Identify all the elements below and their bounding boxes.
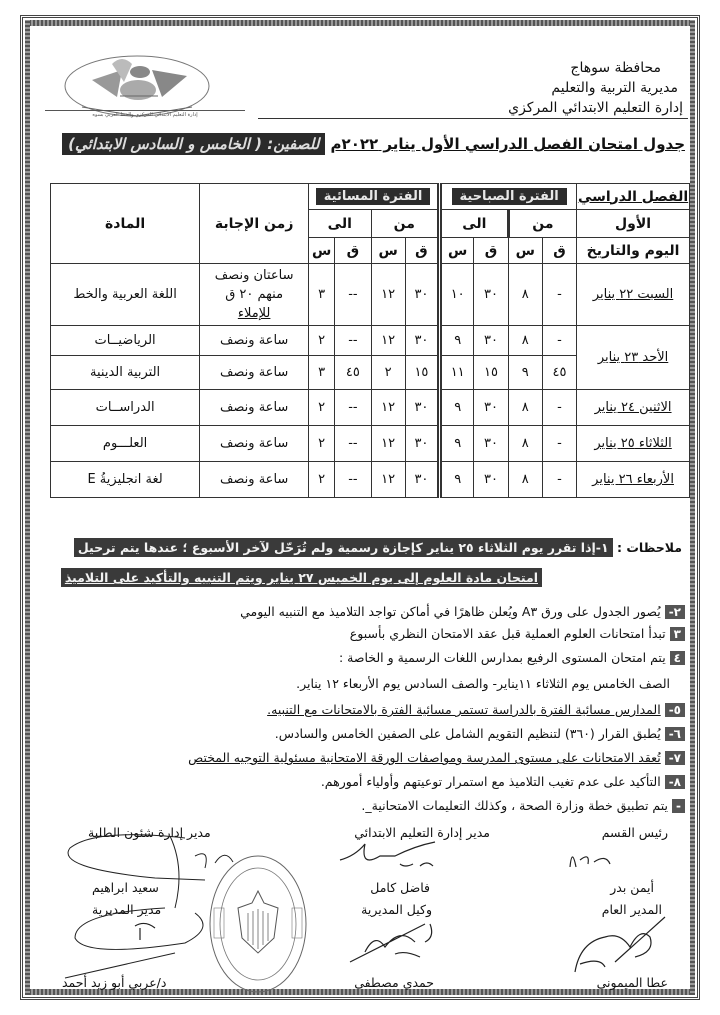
title-grades-prefix: للصفين: — [267, 135, 320, 153]
dept-head-signature — [560, 842, 620, 872]
primary-mgr-title: مدير إدارة التعليم الابتدائي — [354, 825, 490, 840]
evening-from-min: ٣٠ — [405, 326, 439, 356]
row-day: الأحد ٢٣ يناير — [577, 326, 690, 390]
evening-to-hour: ٢ — [309, 426, 335, 462]
table-row — [51, 390, 690, 426]
dept-head-name: أيمن بدر — [610, 880, 654, 895]
note-number: ٨- — [665, 775, 685, 789]
header-hour: س — [440, 238, 474, 264]
morning-to-hour: ١٠ — [440, 264, 474, 326]
administration: إدارة التعليم الابتدائي المركزي — [508, 100, 683, 116]
evening-to-min: -- — [335, 426, 371, 462]
header-semester-2: الأول — [577, 210, 690, 238]
evening-to-min: -- — [335, 462, 371, 498]
morning-to-min: ١٥ — [474, 356, 508, 390]
title-grades-box — [62, 133, 325, 155]
official-stamp — [208, 853, 308, 995]
border-top — [25, 20, 695, 26]
duration-line: ساعتان ونصف — [214, 268, 294, 283]
header-subject: المادة — [51, 184, 200, 264]
header-rule — [258, 118, 688, 119]
morning-from-hour: ٨ — [508, 462, 542, 498]
note-text: الصف الخامس يوم الثلاثاء ١١يناير- والصف السادس يوم الأربعاء ١٢ يناير. — [296, 676, 670, 691]
note-item — [339, 650, 685, 665]
header-hour: س — [371, 238, 405, 264]
morning-to-hour: ٩ — [440, 462, 474, 498]
morning-from-min: - — [542, 390, 576, 426]
primary-mgr-signature — [335, 838, 445, 878]
header-morning: الفترة الصباحية — [452, 188, 567, 205]
note-text: يتم امتحان المستوى الرفيع بمدارس اللغات الرسمية و الخاصة : — [338, 650, 666, 665]
note-item — [275, 726, 685, 741]
note-text: تُعقد الامتحانات على مستوى المدرسة ومواصفات الورقة الامتحانية مسئولية التوجيه المختص — [188, 750, 661, 765]
row-duration: ساعة ونصف — [200, 390, 309, 426]
header-duration: زمن الإجابة — [200, 184, 309, 264]
page-title — [62, 135, 685, 153]
evening-from-min: ٣٠ — [405, 390, 439, 426]
header-semester: الفصل الدراسي — [577, 184, 690, 210]
note-text: تبدأ امتحانات العلوم العملية قبل عقد الامتحان النظري بأسبوع — [349, 626, 666, 641]
row-subject: العلـــوم — [51, 426, 200, 462]
note-text: يُطبق القرار (٣٦٠) لتنظيم التقويم الشامل على الصفين الخامس والسادس. — [274, 726, 661, 741]
table-row — [51, 326, 690, 356]
note-number: ٢- — [665, 605, 685, 619]
note-item — [296, 676, 670, 691]
row-duration: ساعة ونصف — [200, 426, 309, 462]
evening-from-hour: ١٢ — [371, 264, 405, 326]
morning-from-min: - — [542, 326, 576, 356]
general-mgr-name: عطا الميمونى — [596, 975, 668, 990]
duration-line: للإملاء — [237, 306, 271, 321]
header-morning-cell — [440, 184, 577, 210]
evening-from-hour: ١٢ — [371, 390, 405, 426]
directorate-mgr-title: مدير المديرية — [92, 902, 162, 917]
header-evening: الفترة المسائية — [316, 188, 431, 205]
duration-line: منهم ٢٠ ق — [225, 287, 284, 302]
note-number: - — [672, 799, 685, 813]
primary-mgr-name: فاضل كامل — [370, 880, 430, 895]
note-text: التأكيد على عدم تغيب التلاميذ مع استمرار توعيتهم وأولياء أمورهم. — [320, 774, 661, 789]
note-1-text-b: امتحان مادة العلوم إلى يوم الخميس ٢٧ يناير ويتم التنبيه والتأكيد على التلاميذ — [61, 568, 542, 587]
header-hour: س — [309, 238, 335, 264]
note-text: يتم تطبيق خطة وزارة الصحة ، وكذلك التعليمات الامتحانية_. — [361, 798, 669, 813]
morning-from-min: - — [542, 264, 576, 326]
exam-schedule-table — [50, 183, 690, 498]
evening-to-hour: ٣ — [309, 264, 335, 326]
row-day: السبت ٢٢ يناير — [577, 264, 690, 326]
title-grades: ( الخامس و السادس الابتدائي) — [68, 135, 262, 153]
morning-to-min: ٣٠ — [474, 264, 508, 326]
students-mgr-name: سعيد ابراهيم — [92, 880, 159, 895]
header-minute: ق — [474, 238, 508, 264]
note-1-line-b — [61, 570, 542, 585]
general-mgr-signature — [560, 912, 670, 982]
header-morning-to: الى — [440, 210, 509, 238]
note-item — [350, 626, 685, 641]
header-minute: ق — [542, 238, 576, 264]
evening-to-min: -- — [335, 326, 371, 356]
header-minute: ق — [405, 238, 439, 264]
note-number: ٣ — [670, 627, 685, 641]
row-duration: ساعة ونصف — [200, 356, 309, 390]
row-subject: الرياضيــات — [51, 326, 200, 356]
morning-from-hour: ٨ — [508, 390, 542, 426]
morning-from-min: ٤٥ — [542, 356, 576, 390]
header-evening-cell — [309, 184, 440, 210]
border-left — [25, 20, 30, 995]
note-number: ٧- — [665, 751, 685, 765]
note-item — [361, 798, 685, 813]
morning-to-hour: ٩ — [440, 326, 474, 356]
deputy-name: حمدي مصطفى — [354, 975, 434, 990]
note-number: ٦- — [665, 727, 685, 741]
morning-from-min: - — [542, 426, 576, 462]
governorate: محافظة سوهاج — [570, 60, 661, 76]
note-1-text-a: ١-إذا تقرر يوم الثلاثاء ٢٥ يناير كإجازة رسمية ولم تُرَحّل لآخر الأسبوع ؛ عندها يتم ترحيل — [74, 538, 613, 557]
evening-to-min: ٤٥ — [335, 356, 371, 390]
note-item — [267, 702, 685, 717]
evening-to-hour: ٢ — [309, 326, 335, 356]
row-day: الأربعاء ٢٦ يناير — [577, 462, 690, 498]
logo-caption: إدارة التعليم الابتدائي المركزي والخط العربي بسوه — [45, 110, 245, 118]
note-item — [321, 774, 685, 789]
morning-to-min: ٣٠ — [474, 326, 508, 356]
row-subject: اللغة العربية والخط — [51, 264, 200, 326]
header-evening-to: الى — [309, 210, 371, 238]
morning-from-hour: ٩ — [508, 356, 542, 390]
header-evening-from: من — [371, 210, 440, 238]
morning-to-min: ٣٠ — [474, 390, 508, 426]
evening-from-min: ٣٠ — [405, 426, 439, 462]
row-duration — [200, 264, 309, 326]
note-number: ٥- — [665, 703, 685, 717]
morning-from-hour: ٨ — [508, 326, 542, 356]
morning-from-hour: ٨ — [508, 426, 542, 462]
deputy-signature — [345, 912, 445, 967]
deputy-title: وكيل المديرية — [361, 902, 432, 917]
row-day: الاثنين ٢٤ يناير — [577, 390, 690, 426]
note-text: يُصور الجدول على ورق A٣ ويُعلن ظاهرًا في أماكن تواجد التلاميذ مع التنبيه اليومي — [240, 604, 661, 619]
issuer-header — [508, 58, 683, 118]
table-row — [51, 264, 690, 326]
morning-from-hour: ٨ — [508, 264, 542, 326]
evening-from-min: ٣٠ — [405, 264, 439, 326]
dept-head-title: رئيس القسم — [601, 825, 668, 840]
evening-to-hour: ٢ — [309, 462, 335, 498]
row-subject: الدراســات — [51, 390, 200, 426]
border-right — [690, 20, 695, 995]
general-mgr-title: المدير العام — [601, 902, 662, 917]
morning-from-min: - — [542, 462, 576, 498]
table-row — [51, 462, 690, 498]
evening-to-hour: ٢ — [309, 390, 335, 426]
note-item — [188, 750, 685, 765]
evening-from-hour: ١٢ — [371, 426, 405, 462]
header-hour: س — [508, 238, 542, 264]
morning-to-hour: ٩ — [440, 426, 474, 462]
evening-to-hour: ٣ — [309, 356, 335, 390]
note-item — [240, 604, 685, 619]
morning-to-min: ٣٠ — [474, 426, 508, 462]
directorate: مديرية التربية والتعليم — [551, 80, 678, 96]
morning-to-hour: ٩ — [440, 390, 474, 426]
note-number: ٤ — [670, 651, 685, 665]
table-row — [51, 426, 690, 462]
evening-from-hour: ١٢ — [371, 462, 405, 498]
evening-from-hour: ٢ — [371, 356, 405, 390]
morning-to-min: ٣٠ — [474, 462, 508, 498]
directorate-mgr-name: د/عربي أبو زيد أحمد — [62, 975, 167, 990]
row-duration: ساعة ونصف — [200, 462, 309, 498]
row-subject: لغة انجليزيةُ E — [51, 462, 200, 498]
note-1-line-a — [74, 540, 682, 555]
evening-from-min: ٣٠ — [405, 462, 439, 498]
header-morning-from: من — [508, 210, 577, 238]
row-duration: ساعة ونصف — [200, 326, 309, 356]
row-day: الثلاثاء ٢٥ يناير — [577, 426, 690, 462]
morning-to-hour: ١١ — [440, 356, 474, 390]
notes-label: ملاحظات : — [616, 540, 682, 555]
note-text: المدارس مسائية الفترة بالدراسة تستمر مسائية الفترة بالامتحانات مع التنبيه. — [267, 702, 661, 717]
students-mgr-title: مدير إدارة شئون الطلبة — [88, 825, 211, 840]
evening-from-min: ١٥ — [405, 356, 439, 390]
header-minute: ق — [335, 238, 371, 264]
header-day-date: اليوم والتاريخ — [577, 238, 690, 264]
title-main: جدول امتحان الفصل الدراسي الأول يناير ٢٠٢٢م — [330, 135, 685, 153]
row-subject: التربية الدينية — [51, 356, 200, 390]
evening-to-min: -- — [335, 390, 371, 426]
evening-from-hour: ١٢ — [371, 326, 405, 356]
evening-to-min: -- — [335, 264, 371, 326]
